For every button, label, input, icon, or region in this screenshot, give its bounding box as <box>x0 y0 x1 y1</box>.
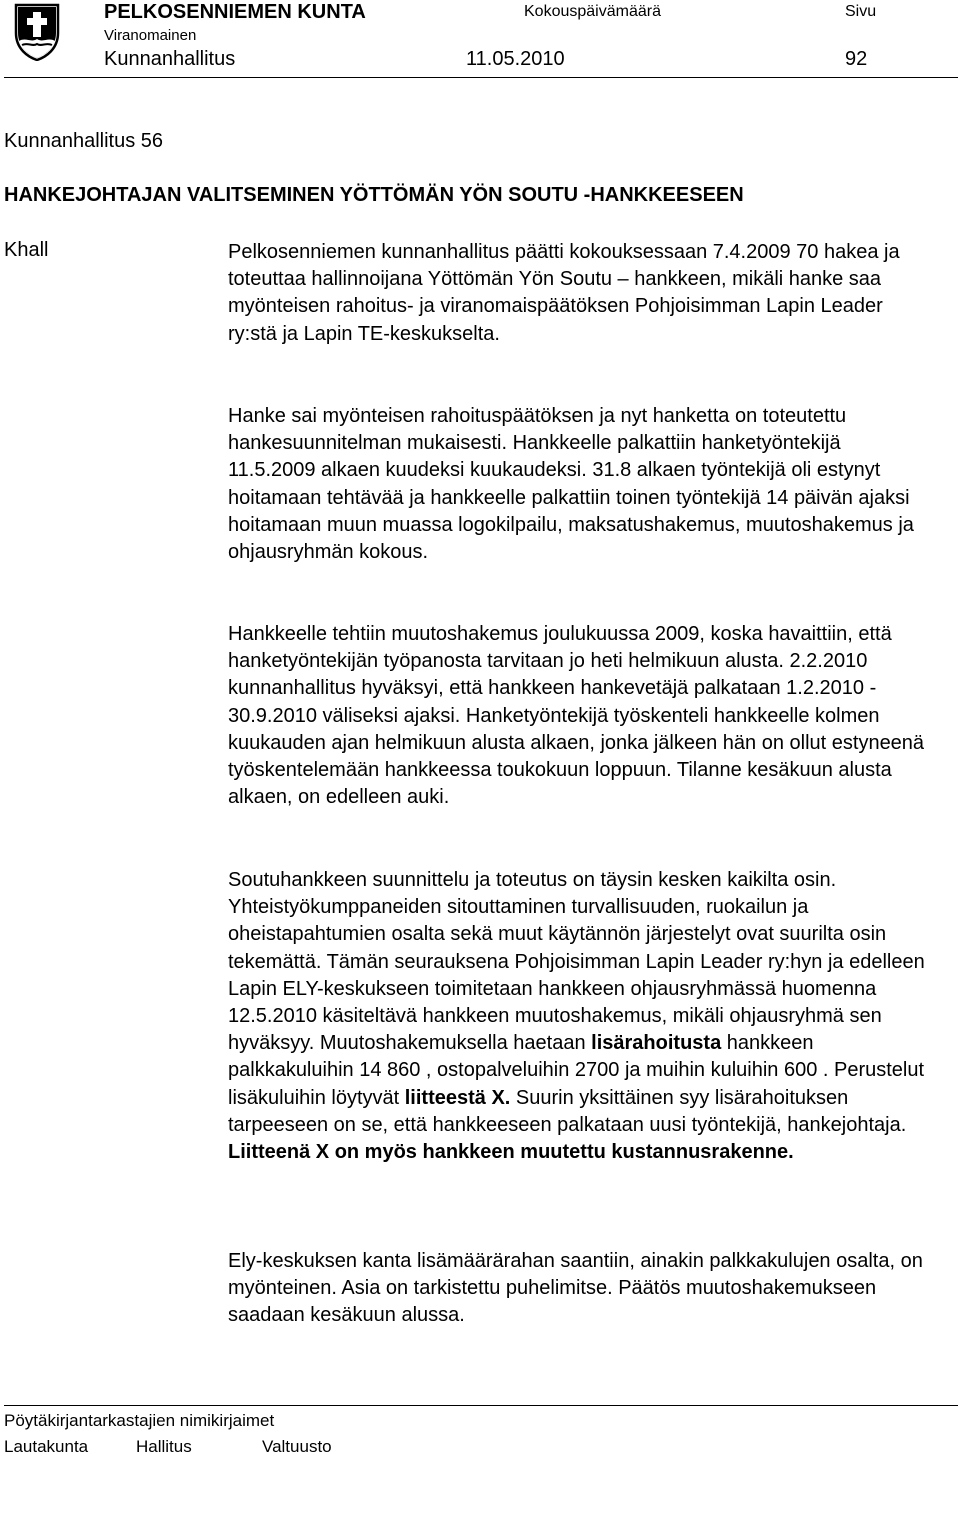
municipal-coat-of-arms-icon <box>14 3 60 61</box>
page-number: 92 <box>845 48 868 70</box>
paragraph-5: Ely-keskuksen kanta lisämäärärahan saantiin, ainakin palkkakulujen osalta, on myönteinen. Asia on tarkistettu puhelimitse. Päätös muutoshakemukseen saadaan kesäkuun alussa. <box>228 1250 923 1327</box>
paragraph-4-bold-additional-funding: lisärahoitusta <box>591 1032 722 1055</box>
paragraph-4-text-c2: , ostopalveluihin 2700 <box>425 1059 625 1082</box>
meeting-body: Kunnanhallitus <box>104 48 236 70</box>
side-label <box>4 239 48 262</box>
paragraph-4 <box>228 867 928 1166</box>
paragraph-4-bold-cost-structure: Liitteenä X on myös hankkeen muutettu kustannusrakenne. <box>228 1141 794 1164</box>
section-title: HANKEJOHTAJAN VALITSEMINEN YÖTTÖMÄN YÖN SOUTU -HANKKEESEEN <box>4 184 744 206</box>
footer-divider <box>4 1405 958 1406</box>
side-label-text: Khall <box>4 239 49 261</box>
organization-name: PELKOSENNIEMEN KUNTA <box>104 1 366 23</box>
page-label: Sivu <box>845 3 877 20</box>
section-reference-text: Kunnanhallitus 56 <box>4 130 164 152</box>
paragraph-1 <box>228 239 928 348</box>
paragraph-4-text-c4: . Perustelut lisäkuluihin löytyvät <box>228 1059 925 1109</box>
footer-committee-label: Lautakunta <box>4 1437 89 1456</box>
paragraph-1-end: 70 hakea ja toteuttaa hallinnoijana Yöttömän Yön Soutu – hankkeen, mikäli hanke saa myönteisen rahoitus- ja viranomaispäätöksen Pohjoisimman Lapin Leader ry:stä ja Lapin TE-keskukselta. <box>228 241 900 345</box>
paragraph-4-text-a: Soutuhankkeen suunnittelu ja toteutus on täysin kesken kaikilta osin. Yhteistyökumppaneiden sitouttaminen turvallisuuden, ruokailun ja oheistapahtumien osalta sekä muut käytännön järjestelyt ovat suurilta osin tekemättä. Tämän seurauksena Pohjoisimman Lapin Leader ry:hyn ja edelleen Lapin ELY-keskukseen toimitetaan hankkeen ohjausryhmässä huomenna 12.5.2010 käsiteltävä hankkeen muutoshakemus, mikäli ohjausryhmä sen hyväksyy. Muutoshakemuksella haetaan <box>228 869 925 1055</box>
paragraph-2: Hanke sai myönteisen rahoituspäätöksen ja nyt hanketta on toteutettu hankesuunnitelman mukaisesti. Hankkeelle palkattiin hanketyöntekijä 11.5.2009 alkaen kuudeksi kuukaudeksi. 31.8 alkaen työntekijä oli estynyt hoitamaan tehtävää ja hankkeelle palkattiin toinen työntekijä 14 päivän ajaksi hoitamaan muun muassa logokilpailu, maksatushakemus, muutoshakemus ja ohjausryhmän kokous. <box>228 405 914 564</box>
header-divider <box>4 77 958 78</box>
meeting-date-label: Kokouspäivämäärä <box>524 3 661 20</box>
footer-board-label: Hallitus <box>136 1437 192 1456</box>
footer-title: Pöytäkirjantarkastajien nimikirjaimet <box>4 1411 275 1430</box>
paragraph-3: Hankkeelle tehtiin muutoshakemus joulukuussa 2009, koska havaittiin, että hanketyöntekijän työpanosta tarvitaan jo heti helmikuun alusta. 2.2.2010 kunnanhallitus hyväksyi, että hankkeen hankevetäjä palkataan 1.2.2010 - 30.9.2010 väliseksi ajaksi. Hanketyöntekijä työskenteli hankkeelle kolmen kuukauden ajan helmikuun alusta alkaen, jonka jälkeen hän on ollut estyneenä työskentelemään hankkeessa toukokuun loppuun. Tilanne kesäkuun alusta alkaen, on edelleen auki. <box>228 623 925 809</box>
section-reference <box>4 130 163 153</box>
paragraph-4-text-c3: ja muihin kuluihin 600 <box>624 1059 823 1082</box>
department-name: Viranomainen <box>104 27 197 44</box>
paragraph-1-text: Pelkosenniemen kunnanhallitus päätti kokouksessaan 7.4.2009 <box>228 241 797 263</box>
paragraph-4-text-c: hankkeen palkkakuluihin 14 860 <box>228 1032 814 1082</box>
meeting-date: 11.05.2010 <box>466 48 565 70</box>
paragraph-4-bold-appendix: liitteestä X. <box>404 1086 511 1109</box>
paragraph-4-text-e: Suurin yksittäinen syy lisärahoituksen tarpeeseen on se, että hankkeeseen palkataan uusi työntekijä, hankejohtaja. <box>228 1086 907 1136</box>
footer-council-label: Valtuusto <box>262 1437 332 1456</box>
